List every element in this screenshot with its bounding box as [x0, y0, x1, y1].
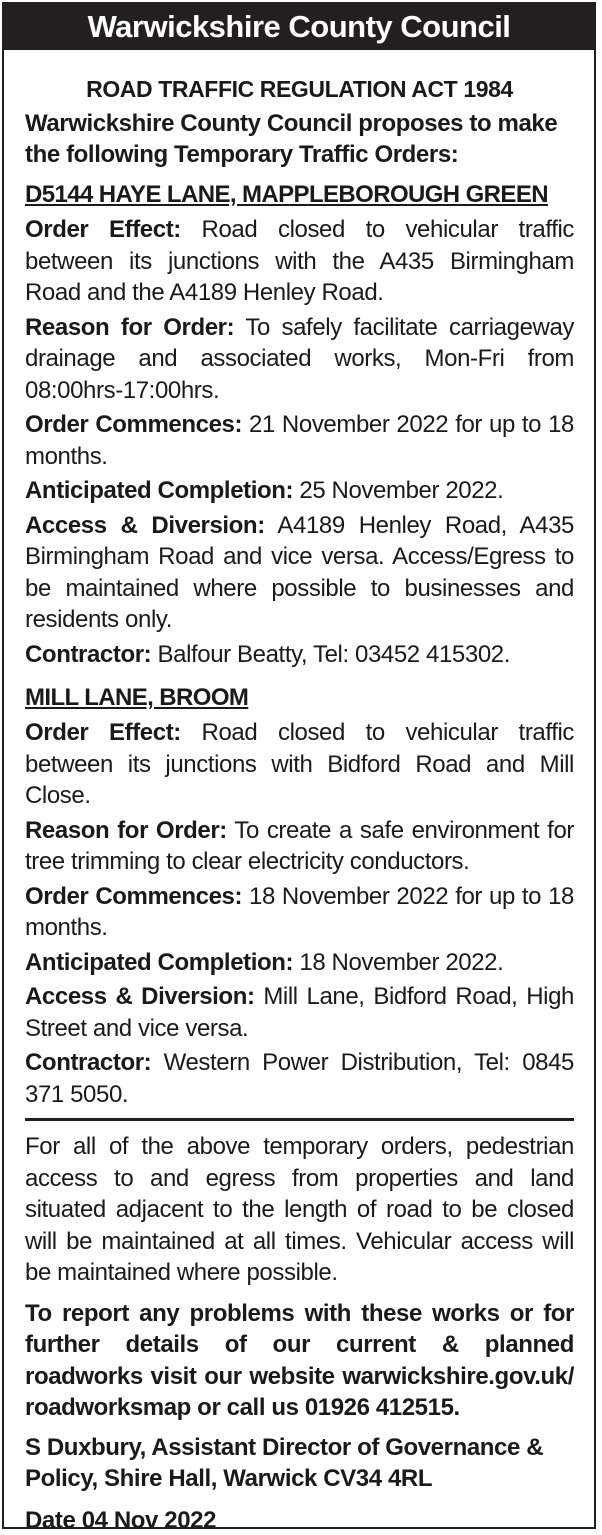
order-item-label: Access & Diversion: — [25, 983, 255, 1010]
intro-text: Warwickshire County Council proposes to make the following Temporary Traffic Orders: — [25, 110, 558, 168]
order-item-label: Order Effect: — [25, 216, 181, 243]
order-item — [25, 510, 574, 636]
order-item-text: Balfour Beatty, Tel: 03452 415302. — [151, 640, 510, 668]
order-item — [25, 214, 574, 309]
order-item — [25, 881, 574, 944]
order-item — [25, 312, 574, 407]
order-item — [25, 475, 574, 507]
signatory: S Duxbury, Assistant Director of Governance & Policy, Shire Hall, Warwick CV34 4RL — [25, 1433, 544, 1492]
council-banner — [4, 4, 594, 50]
pedestrian-note: For all of the above temporary orders, pedestrian access to and egress from properties and land situated adjacent to the length of road to be closed will be maintained at all times. Vehicular access will be maintained where possible. — [25, 1133, 574, 1286]
order-item-label: Access & Diversion: — [25, 511, 265, 539]
order-item-label: Anticipated Completion: — [25, 948, 294, 976]
order-item-text: Western Power Distribution, Tel: 0845 371 5050. — [25, 1049, 574, 1108]
order-item-label: Reason for Order: — [25, 816, 227, 844]
order-item-label: Reason for Order: — [25, 313, 235, 341]
notice-body — [4, 50, 594, 1529]
order-item — [25, 717, 574, 812]
report-note: To report any problems with these works or for further details of our current & planned roadworks visit our website warwickshire.gov.uk/ roadworksmap or call us 01926 412515. — [25, 1299, 574, 1421]
order-item — [25, 1047, 574, 1110]
order-item-text: 18 November 2022. — [293, 948, 504, 976]
order-item-label: Order Commences: — [25, 411, 243, 438]
order-item-text: A4189 Henley Road, A435 Birmingham Road and vice versa. Access/Egress to be maintained where possible to businesses and residents only. — [25, 511, 574, 633]
act-title: ROAD TRAFFIC REGULATION ACT 1984 — [86, 76, 513, 102]
divider — [25, 1118, 574, 1121]
council-name: Warwickshire County Council — [87, 9, 511, 44]
order-item — [25, 947, 574, 979]
order-heading: MILL LANE, BROOM — [25, 684, 249, 711]
notice-date: Date 04 Nov 2022 — [25, 1506, 217, 1529]
order-item-label: Order Effect: — [25, 719, 181, 746]
order-item — [25, 639, 574, 671]
public-notice — [2, 2, 596, 1529]
order-item-text: Road closed to vehicular traffic between its junctions with the A435 Birmingham Road and the A4189 Henley Road. — [25, 216, 574, 306]
section-spacer — [25, 673, 574, 683]
order-item-label: Anticipated Completion: — [25, 477, 294, 504]
order-item-label: Contractor: — [25, 640, 152, 668]
order-item-text: Mill Lane, Bidford Road, High Street and vice versa. — [25, 983, 574, 1042]
order-item-label: Contractor: — [25, 1049, 152, 1076]
order-item-label: Order Commences: — [25, 882, 243, 910]
order-heading: D5144 HAYE LANE, MAPPLEBOROUGH GREEN — [25, 181, 548, 208]
order-item-text: To safely facilitate carriageway drainage and associated works, Mon-Fri from 08:00hrs-17:00hrs. — [25, 313, 575, 404]
order-item — [25, 815, 574, 878]
order-item-text: 21 November 2022 for up to 18 months. — [25, 411, 574, 470]
order-item — [25, 981, 574, 1044]
order-item-text: 25 November 2022. — [293, 477, 504, 504]
order-item-text: Road closed to vehicular traffic between its junctions with Bidford Road and Mill Close. — [25, 719, 574, 809]
order-item-text: 18 November 2022 for up to 18 months. — [25, 882, 574, 941]
order-item — [25, 409, 574, 472]
order-item-text: To create a safe environment for tree trimming to clear electricity conductors. — [25, 816, 574, 875]
